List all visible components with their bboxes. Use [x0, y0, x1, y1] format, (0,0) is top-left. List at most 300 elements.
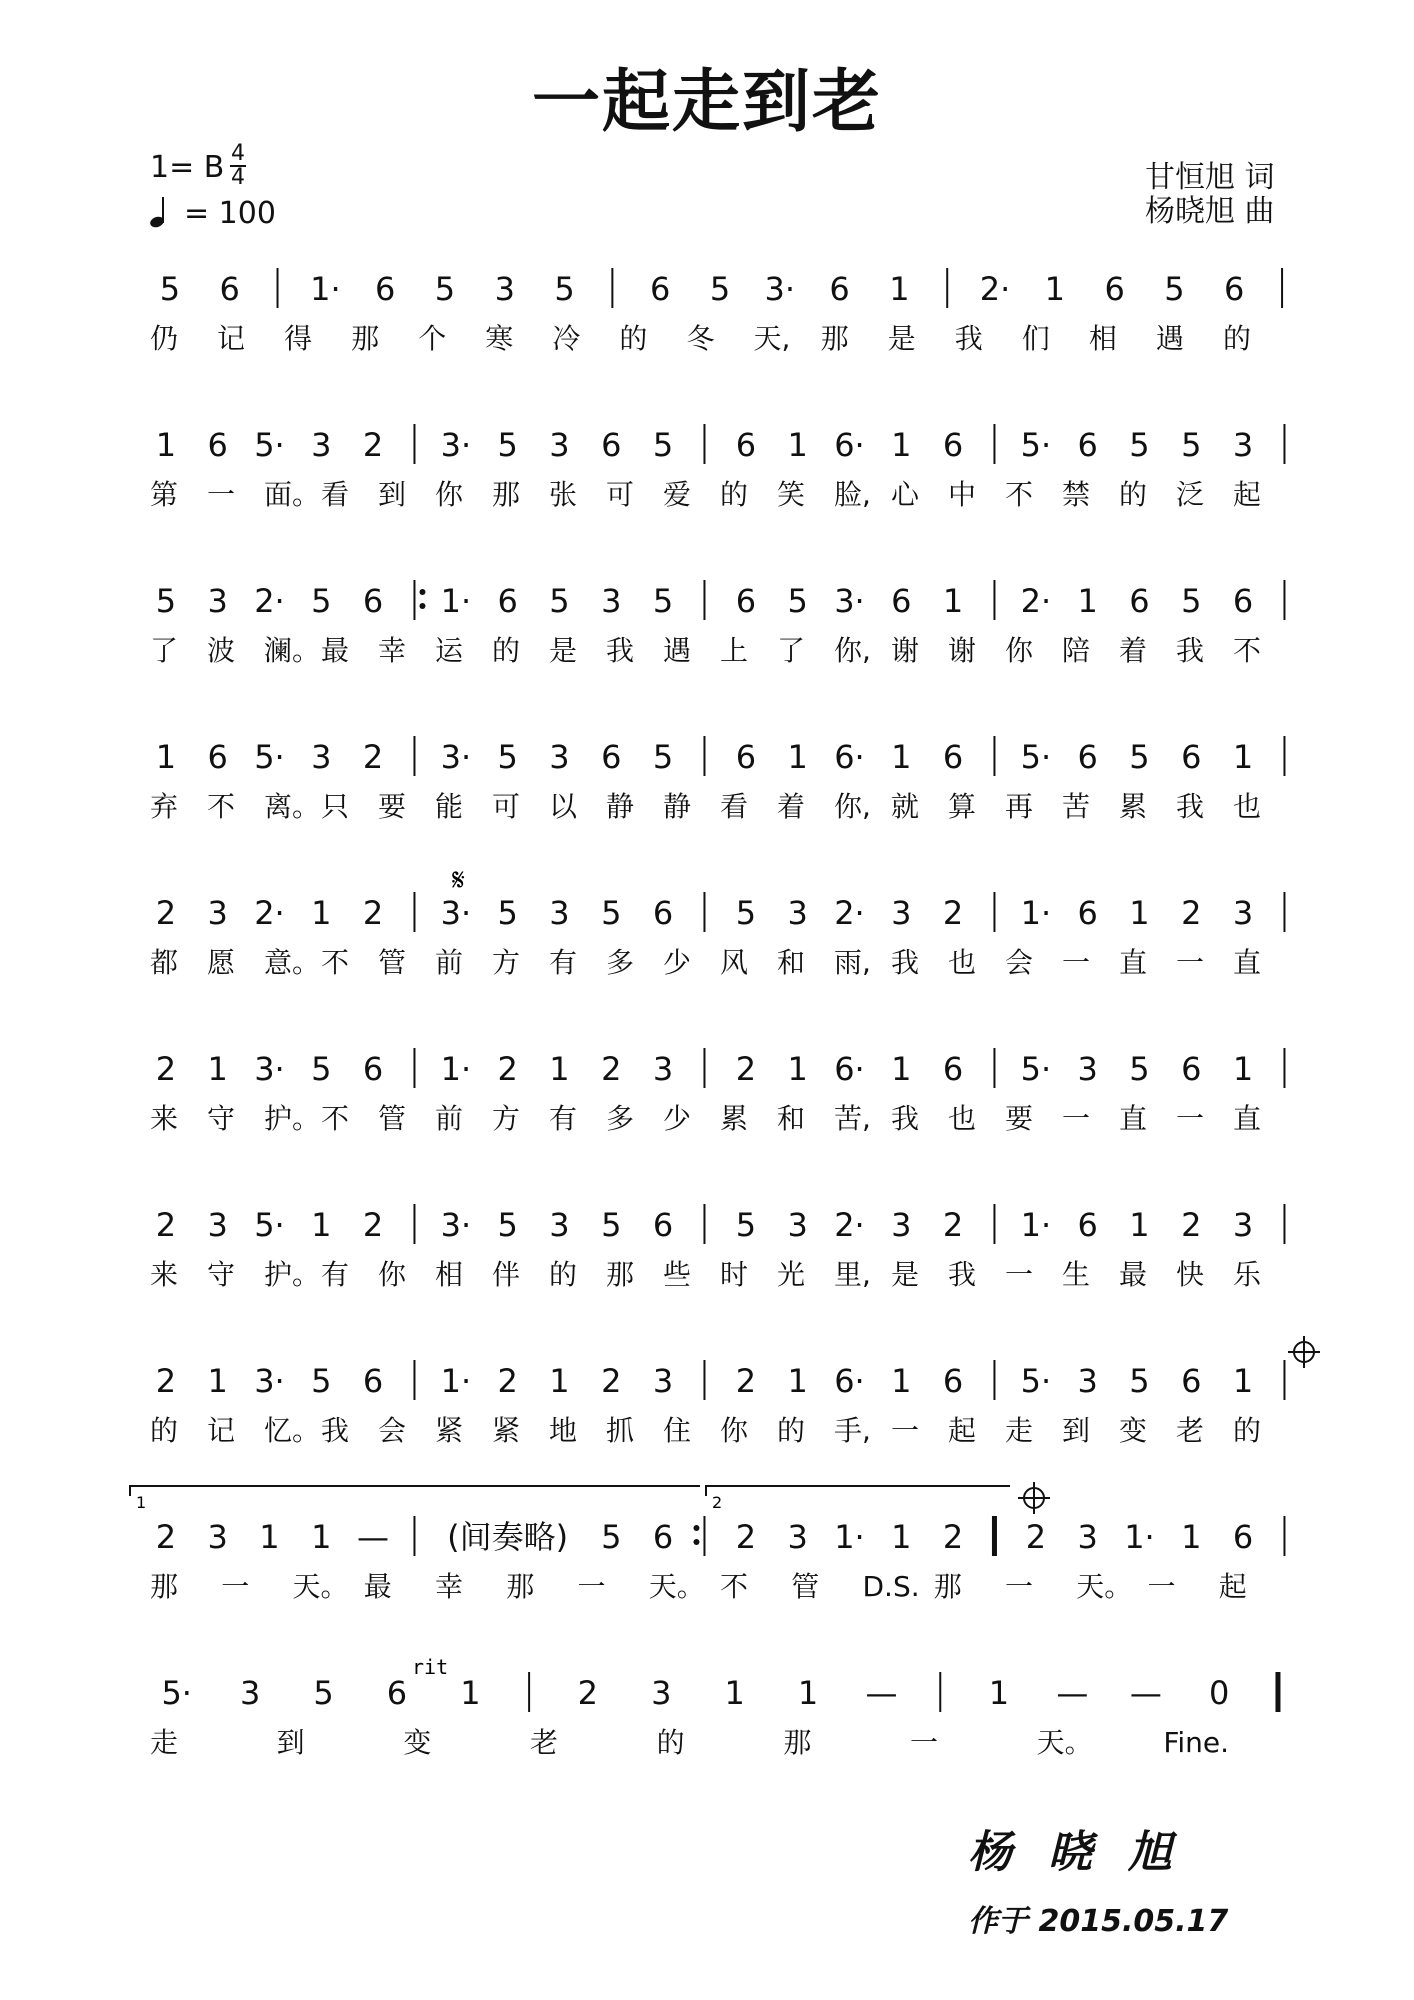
lyric-syllable: 陪 — [1062, 634, 1091, 667]
lyric-syllable: 要 — [1005, 1102, 1034, 1135]
score-system — [156, 1204, 1285, 1244]
note-glyph: 6 — [942, 426, 964, 464]
lyric-syllable: 那 — [506, 1570, 535, 1603]
lyric-syllable: 的 — [150, 1414, 179, 1447]
note-glyph: 3 — [891, 1206, 912, 1244]
lyric-syllable: 方 — [492, 1102, 521, 1135]
lyric-syllable: 一 — [207, 478, 236, 511]
note-glyph: 5 — [1181, 426, 1202, 464]
lyric-syllable: 可 — [492, 790, 521, 823]
lyric-syllable: 那 — [783, 1726, 812, 1759]
lyric-syllable: 走 — [150, 1726, 179, 1759]
note-glyph: 3 — [1232, 1206, 1254, 1244]
lyric-syllable: 我 — [1176, 634, 1205, 667]
note-glyph: 5 — [787, 582, 808, 620]
lyric-syllable: 一 — [1005, 1570, 1034, 1603]
note-glyph: 3 — [239, 1674, 261, 1712]
lyric-syllable: 着 — [777, 790, 806, 823]
note-glyph: 1 — [1232, 1362, 1254, 1400]
note-glyph: 6 — [386, 1674, 408, 1712]
note-glyph: 2 — [362, 426, 384, 464]
lyric-syllable: 心 — [891, 478, 920, 511]
lyric-syllable: 光 — [777, 1258, 806, 1291]
lyrics-line — [150, 1414, 1261, 1447]
lyric-syllable: 会 — [378, 1414, 407, 1447]
note-glyph: 1 — [891, 426, 912, 464]
lyric-syllable: 一 — [221, 1570, 250, 1603]
lyrics-line — [150, 634, 1261, 667]
lyrics-line — [150, 1726, 1229, 1759]
lyric-syllable: 最 — [363, 1570, 392, 1603]
lyric-syllable: 守 — [207, 1258, 236, 1291]
lyric-syllable: 直 — [1119, 946, 1148, 979]
note-glyph: 3 — [207, 894, 228, 932]
note-glyph: 1 — [460, 1674, 481, 1712]
lyric-syllable: 风 — [720, 946, 749, 979]
lyric-syllable: 离。 — [264, 790, 321, 823]
note-glyph: 3· — [440, 426, 472, 464]
note-glyph: 5 — [1164, 270, 1185, 308]
lyric-syllable: 一 — [1005, 1258, 1034, 1291]
lyric-syllable: 爱 — [663, 478, 692, 511]
note-glyph: 6· — [834, 738, 865, 776]
lyric-syllable: 一 — [1176, 946, 1205, 979]
lyric-syllable: 看 — [321, 478, 350, 511]
lyric-syllable: 生 — [1062, 1258, 1091, 1291]
lyric-syllable: 也 — [1233, 790, 1262, 823]
lyric-syllable: 前 — [435, 946, 464, 979]
note-glyph: 5 — [735, 894, 757, 932]
note-glyph: 2· — [979, 270, 1011, 308]
note-glyph: 3 — [1077, 1518, 1098, 1556]
note-glyph: 1 — [1232, 738, 1254, 776]
lyric-syllable: 一 — [1176, 1102, 1205, 1135]
lyric-syllable: 累 — [1119, 790, 1148, 823]
lyric-syllable: 不 — [1233, 634, 1262, 667]
lyric-syllable: 地 — [549, 1414, 578, 1447]
note-glyph: 3· — [764, 270, 796, 308]
first-ending-number: 1 — [136, 1493, 147, 1512]
note-glyph: 2 — [155, 1362, 177, 1400]
note-glyph: 2 — [1181, 1206, 1202, 1244]
note-glyph: 6· — [834, 426, 865, 464]
lyric-syllable: 了 — [150, 634, 179, 667]
note-glyph: 5 — [497, 894, 518, 932]
note-glyph: 3· — [440, 738, 472, 776]
score-system — [160, 268, 1282, 308]
note-glyph: 2 — [497, 1362, 518, 1400]
note-glyph: 6 — [1181, 738, 1202, 776]
note-glyph: 3 — [207, 1206, 228, 1244]
segno-icon: 𝄋 — [452, 863, 465, 898]
note-glyph: 5 — [601, 1206, 622, 1244]
lyric-syllable: 守 — [207, 1102, 236, 1135]
lyric-syllable: 遇 — [663, 634, 692, 667]
note-glyph: 1 — [891, 1362, 912, 1400]
note-glyph: 2 — [577, 1674, 599, 1712]
score-system — [156, 1516, 1285, 1556]
note-glyph: 5· — [254, 738, 285, 776]
lyric-syllable: 直 — [1119, 1102, 1148, 1135]
lyric-syllable: 的 — [777, 1414, 806, 1447]
note-glyph: 3· — [440, 894, 472, 932]
second-ending-number: 2 — [712, 1493, 723, 1512]
note-glyph: 6 — [362, 1362, 384, 1400]
note-glyph: 5 — [497, 1206, 518, 1244]
lyric-syllable: 澜。 — [264, 634, 321, 667]
lyric-syllable: 的 — [1233, 1414, 1262, 1447]
second-ending-bracket — [706, 1486, 1010, 1496]
note-glyph: 6· — [834, 1362, 865, 1400]
lyric-syllable: 遇 — [1155, 322, 1184, 355]
note-glyph: 2· — [254, 582, 285, 620]
lyrics-line — [150, 322, 1251, 355]
first-ending-bracket — [130, 1486, 700, 1496]
note-glyph: 1 — [1129, 894, 1150, 932]
lyric-syllable: 护。 — [264, 1102, 321, 1135]
note-glyph: 6 — [362, 1050, 384, 1088]
lyric-syllable: 了 — [777, 634, 806, 667]
note-glyph: 5· — [254, 1206, 285, 1244]
lyric-syllable: 愿 — [207, 946, 236, 979]
note-glyph: 2 — [1181, 894, 1202, 932]
repeat-dot — [419, 603, 425, 609]
lyric-syllable: 里, — [834, 1258, 871, 1291]
note-glyph: 1 — [1181, 1518, 1202, 1556]
note-glyph: 1· — [440, 1050, 472, 1088]
note-glyph: 6 — [735, 738, 757, 776]
lyric-syllable: 波 — [207, 634, 236, 667]
note-glyph: 5 — [1129, 1362, 1150, 1400]
lyric-syllable: 一 — [891, 1414, 920, 1447]
lyric-syllable: 谢 — [891, 634, 920, 667]
lyric-syllable: 一 — [910, 1726, 939, 1759]
note-glyph: 6 — [891, 582, 912, 620]
note-glyph: 2 — [155, 1206, 177, 1244]
lyric-syllable: 到 — [276, 1726, 305, 1759]
lyric-syllable: 可 — [606, 478, 635, 511]
note-glyph: 2 — [155, 1518, 177, 1556]
lyric-syllable: 到 — [1062, 1414, 1091, 1447]
note-glyph: 1 — [1077, 582, 1098, 620]
note-glyph: 1 — [1129, 1206, 1150, 1244]
note-glyph: 5 — [497, 738, 518, 776]
note-glyph: 5 — [313, 1674, 334, 1712]
lyric-syllable: 起 — [948, 1414, 977, 1447]
lyric-syllable: 乐 — [1233, 1258, 1262, 1291]
note-glyph: 5· — [161, 1674, 192, 1712]
lyric-syllable: 以 — [549, 790, 578, 823]
note-glyph: 3· — [254, 1050, 285, 1088]
note-glyph: 1 — [724, 1674, 745, 1712]
lyrics-line — [150, 790, 1261, 823]
lyric-syllable: 累 — [720, 1102, 749, 1135]
lyric-syllable: 有 — [549, 1102, 578, 1135]
lyric-syllable: 有 — [321, 1258, 350, 1291]
note-glyph: 5 — [554, 270, 575, 308]
note-glyph: 1 — [155, 738, 177, 776]
lyric-syllable: 冬 — [686, 322, 715, 355]
lyric-syllable: 手, — [834, 1414, 871, 1447]
lyric-syllable: 一 — [1062, 946, 1091, 979]
note-glyph: 6 — [1077, 426, 1098, 464]
lyric-syllable: 一 — [1062, 1102, 1091, 1135]
note-glyph: 3 — [207, 1518, 228, 1556]
note-glyph: 3 — [651, 1674, 672, 1712]
lyric-syllable: 那 — [933, 1570, 962, 1603]
note-glyph: 2 — [942, 894, 964, 932]
note-glyph: 6 — [652, 1206, 674, 1244]
note-glyph: 5 — [549, 582, 570, 620]
lyric-syllable: 看 — [720, 790, 749, 823]
note-glyph: 3 — [787, 1518, 808, 1556]
note-glyph: 1 — [259, 1518, 280, 1556]
note-glyph: 1 — [787, 1362, 808, 1400]
lyric-syllable: 紧 — [435, 1414, 464, 1447]
lyric-syllable: 时 — [720, 1258, 749, 1291]
note-glyph: 1 — [942, 582, 964, 620]
lyric-syllable: 们 — [1021, 322, 1050, 355]
note-glyph: 5 — [601, 1518, 622, 1556]
lyric-syllable: 天。 — [648, 1570, 705, 1603]
note-glyph: 5 — [311, 1050, 332, 1088]
lyric-syllable: 苦, — [834, 1102, 871, 1135]
lyric-syllable: 管 — [378, 1102, 407, 1135]
lyric-syllable: 只 — [321, 790, 350, 823]
note-glyph: 1· — [1020, 1206, 1052, 1244]
lyric-syllable: 起 — [1233, 478, 1262, 511]
lyrics-line — [150, 946, 1261, 979]
note-glyph: 6 — [942, 1050, 964, 1088]
lyric-syllable: 些 — [663, 1258, 692, 1291]
lyric-syllable: 直 — [1233, 1102, 1262, 1135]
note-glyph: 5· — [1020, 1362, 1052, 1400]
note-glyph: 2 — [362, 894, 384, 932]
note-glyph: — — [1056, 1674, 1089, 1712]
note-glyph: 2 — [601, 1050, 622, 1088]
lyric-syllable: 的 — [549, 1258, 578, 1291]
note-glyph: 1 — [787, 426, 808, 464]
score-system — [156, 1360, 1285, 1400]
lyric-syllable: 记 — [217, 322, 246, 355]
lyric-syllable: 最 — [321, 634, 350, 667]
note-glyph: 2 — [362, 738, 384, 776]
lyric-syllable: 笑 — [777, 478, 806, 511]
note-glyph: 5· — [1020, 738, 1052, 776]
note-glyph: 6 — [942, 1362, 964, 1400]
note-glyph: 3 — [311, 738, 332, 776]
note-glyph: 6 — [362, 582, 384, 620]
lyric-syllable: 仍 — [150, 322, 179, 355]
lyric-syllable: 中 — [948, 478, 977, 511]
note-glyph: 3 — [549, 1206, 570, 1244]
lyric-syllable: 是 — [549, 634, 578, 667]
lyric-syllable: 我 — [1176, 790, 1205, 823]
note-glyph: — — [357, 1518, 390, 1556]
lyric-syllable: 能 — [435, 790, 464, 823]
lyric-syllable: 禁 — [1062, 478, 1091, 511]
note-glyph: 6 — [1232, 582, 1254, 620]
score-system — [156, 736, 1285, 776]
lyric-syllable: 谢 — [948, 634, 977, 667]
note-glyph: 1 — [1044, 270, 1066, 308]
note-glyph: 3 — [207, 582, 228, 620]
note-glyph: 6 — [829, 270, 850, 308]
lyric-syllable: 我 — [891, 946, 920, 979]
lyric-syllable: 不 — [207, 790, 236, 823]
note-glyph: 5 — [159, 270, 181, 308]
lyric-syllable: D.S. — [862, 1570, 920, 1603]
lyric-syllable: 少 — [663, 946, 692, 979]
lyric-syllable: 一 — [577, 1570, 606, 1603]
note-glyph: 1 — [155, 426, 177, 464]
lyric-syllable: 不 — [720, 1570, 749, 1603]
key-signature: 1= B — [150, 150, 225, 185]
note-glyph: 1 — [207, 1050, 228, 1088]
tempo-value: = 100 — [184, 196, 276, 231]
lyric-syllable: 来 — [150, 1258, 179, 1291]
lyric-syllable: 着 — [1119, 634, 1148, 667]
time-signature-bottom: 4 — [231, 165, 245, 190]
lyric-syllable: 个 — [418, 322, 447, 355]
lyric-syllable: 变 — [1119, 1414, 1148, 1447]
note-glyph: 6 — [207, 426, 228, 464]
lyric-syllable: 方 — [492, 946, 521, 979]
note-glyph: 6 — [735, 426, 757, 464]
note-glyph: 5 — [735, 1206, 757, 1244]
lyric-syllable: 来 — [150, 1102, 179, 1135]
lyric-syllable: 面。 — [264, 478, 321, 511]
rit-marking: rit — [412, 1655, 449, 1679]
lyric-syllable: 少 — [663, 1102, 692, 1135]
lyric-syllable: 是 — [887, 322, 916, 355]
note-glyph: 5 — [709, 270, 731, 308]
lyrics-line — [150, 1102, 1261, 1135]
note-glyph: 3 — [1077, 1050, 1098, 1088]
lyric-syllable: 冷 — [552, 322, 581, 355]
lyric-syllable: 泛 — [1176, 478, 1205, 511]
note-glyph: 2 — [362, 1206, 384, 1244]
note-glyph: 1· — [310, 270, 341, 308]
lyric-syllable: 我 — [954, 322, 983, 355]
lyric-syllable: 最 — [1119, 1258, 1148, 1291]
note-glyph: 1 — [311, 1206, 332, 1244]
lyric-syllable: 快 — [1176, 1258, 1205, 1291]
note-glyph: 1· — [1020, 894, 1052, 932]
note-glyph: 3 — [1232, 894, 1254, 932]
note-glyph: 5 — [155, 582, 177, 620]
lyric-syllable: 前 — [435, 1102, 464, 1135]
lyric-syllable: 一 — [1147, 1570, 1176, 1603]
lyric-syllable: 的 — [1119, 478, 1148, 511]
note-glyph: 5 — [652, 426, 674, 464]
note-glyph: 3 — [549, 426, 570, 464]
score-system — [156, 424, 1285, 464]
note-glyph: — — [1129, 1674, 1162, 1712]
lyric-syllable: 记 — [207, 1414, 236, 1447]
note-glyph: 1· — [834, 1518, 865, 1556]
lyric-syllable: 你 — [435, 478, 464, 511]
lyric-syllable: 你 — [1005, 634, 1034, 667]
note-glyph: 6 — [1077, 894, 1098, 932]
note-glyph: 3· — [834, 582, 865, 620]
note-glyph: 5 — [1181, 582, 1202, 620]
lyric-syllable: 我 — [606, 634, 635, 667]
lyric-syllable: 那 — [820, 322, 849, 355]
note-glyph: 2 — [735, 1362, 757, 1400]
note-glyph: 2 — [497, 1050, 518, 1088]
lyric-syllable: 寒 — [485, 322, 514, 355]
note-glyph: 1 — [889, 270, 910, 308]
note-glyph: 6 — [497, 582, 518, 620]
lyric-syllable: 静 — [606, 790, 635, 823]
lyric-syllable: 就 — [891, 790, 920, 823]
note-glyph: 2· — [1020, 582, 1052, 620]
lyric-syllable: 苦 — [1062, 790, 1091, 823]
lyric-syllable: 住 — [663, 1414, 692, 1447]
lyric-syllable: 多 — [606, 1102, 635, 1135]
note-glyph: 1· — [1124, 1518, 1155, 1556]
note-glyph: 1 — [1232, 1050, 1254, 1088]
note-glyph: 6 — [652, 894, 674, 932]
lyric-syllable: 护。 — [264, 1258, 321, 1291]
lyrics-line — [150, 1258, 1262, 1291]
lyric-syllable: 要 — [378, 790, 407, 823]
note-glyph: 6 — [1181, 1362, 1202, 1400]
song-title: 一起走到老 — [531, 63, 882, 142]
lyric-syllable: 静 — [663, 790, 692, 823]
lyric-syllable: 直 — [1233, 946, 1262, 979]
score-system — [156, 892, 1285, 932]
lyric-syllable: 意。 — [264, 946, 321, 979]
note-glyph: 6 — [1077, 738, 1098, 776]
lyric-syllable: 你 — [378, 1258, 407, 1291]
note-glyph: 1· — [440, 582, 472, 620]
composer-credit: 杨晓旭 曲 — [1145, 194, 1275, 229]
lyric-syllable: 那 — [150, 1570, 179, 1603]
note-glyph: 1· — [440, 1362, 472, 1400]
note-glyph: 3 — [1077, 1362, 1098, 1400]
lyric-syllable: 你 — [720, 1414, 749, 1447]
lyric-syllable: 管 — [791, 1570, 820, 1603]
score-system — [161, 1672, 1278, 1712]
lyricist-credit: 甘恒旭 词 — [1145, 160, 1275, 195]
note-glyph: 5 — [311, 582, 332, 620]
note-glyph: 6 — [601, 738, 622, 776]
note-glyph: 2· — [834, 894, 865, 932]
lyric-syllable: 幸 — [378, 634, 407, 667]
lyric-syllable: 那 — [606, 1258, 635, 1291]
note-glyph: 6 — [735, 582, 757, 620]
note-glyph: 2 — [155, 1050, 177, 1088]
lyric-syllable: 那 — [492, 478, 521, 511]
lyric-syllable: 起 — [1218, 1570, 1247, 1603]
signature-name: 杨晓旭 — [968, 1827, 1208, 1878]
lyric-syllable: 算 — [948, 790, 977, 823]
lyric-syllable: 得 — [284, 322, 313, 355]
lyric-syllable: 天, — [753, 322, 791, 355]
lyric-syllable: 张 — [549, 478, 578, 511]
lyric-syllable: 的 — [492, 634, 521, 667]
lyric-syllable: 相 — [1088, 322, 1117, 355]
note-glyph: 0 — [1209, 1674, 1230, 1712]
lyric-syllable: 也 — [948, 1102, 977, 1135]
note-glyph: 5 — [652, 738, 674, 776]
note-glyph: 6 — [207, 738, 228, 776]
lyric-syllable: 的 — [1222, 322, 1251, 355]
lyric-syllable: 雨, — [834, 946, 871, 979]
note-glyph: 3 — [652, 1050, 674, 1088]
